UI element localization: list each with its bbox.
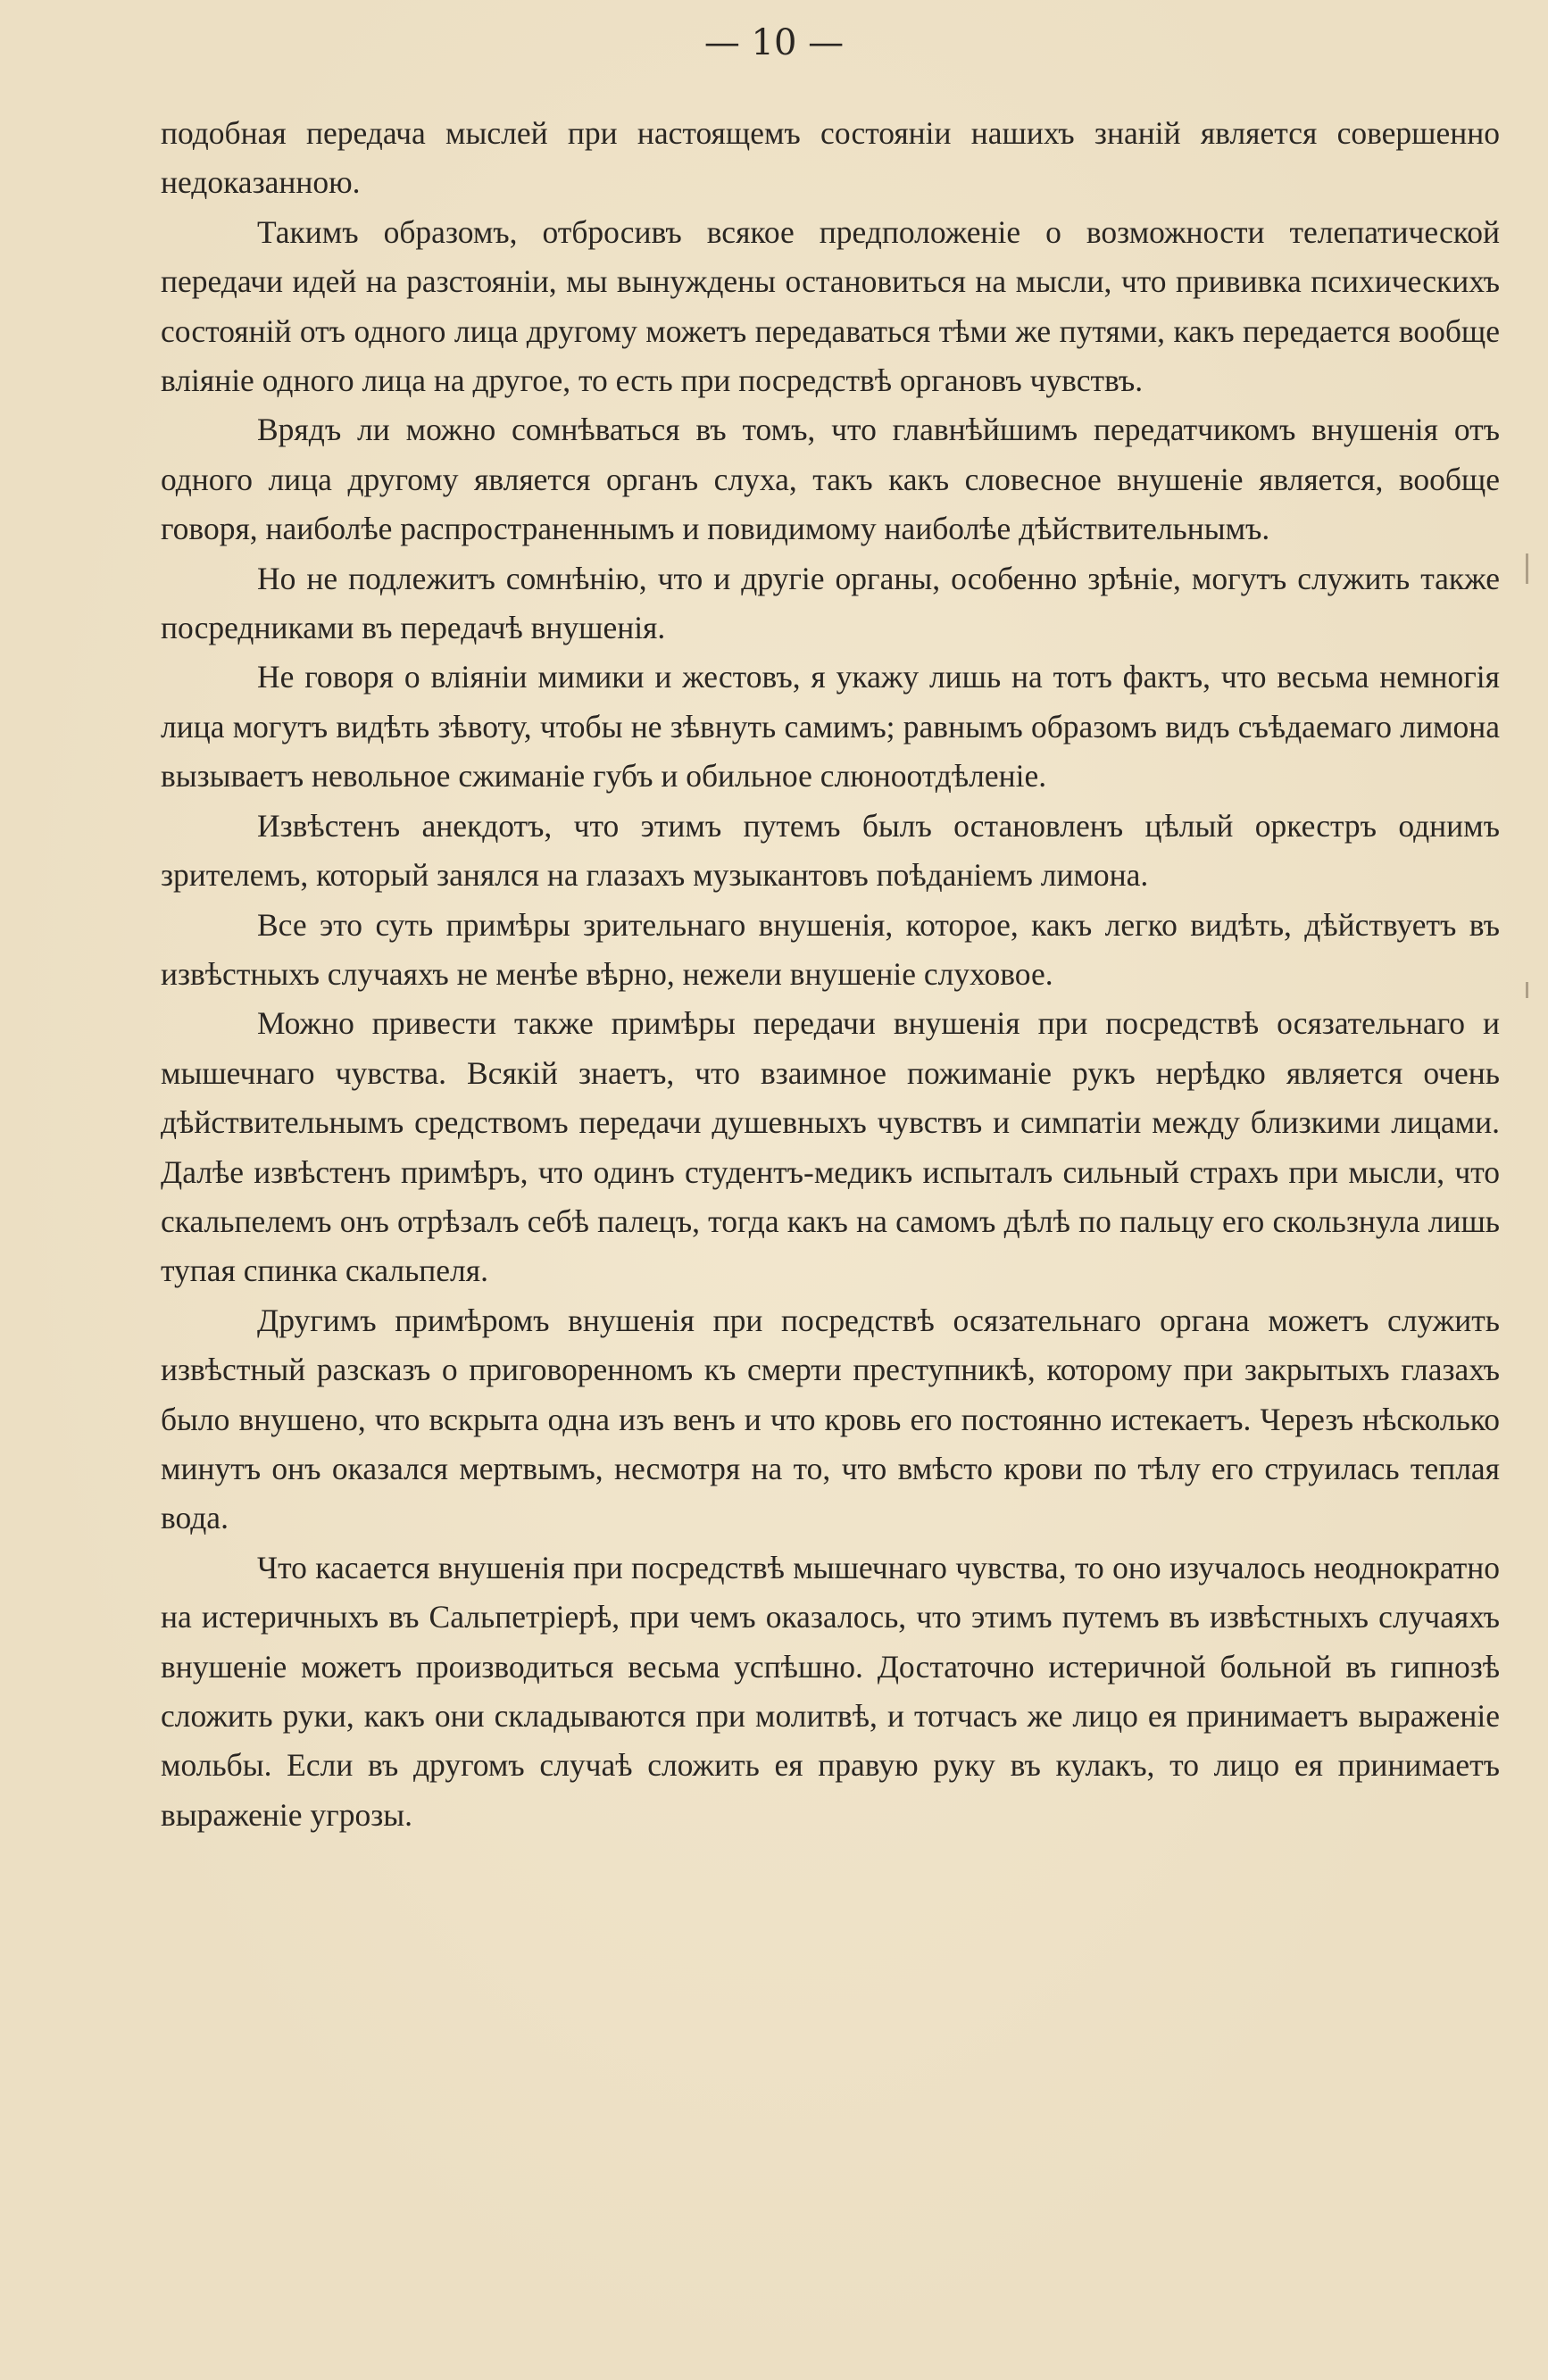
paragraph-continued: подобная передача мыслей при настоящемъ состоянiи нашихъ знанiй является совершенно недоказанною. <box>161 115 1500 201</box>
margin-mark <box>1526 553 1528 584</box>
paragraph: Не говоря о влiянiи мимики и жестовъ, я укажу лишь на тотъ фактъ, что весьма немногiя лица могутъ видѣть зѣвоту, чтобы не зѣвнуть самимъ; равнымъ образомъ видъ съѣдаемаго лимона вызываетъ невольное сжиманiе губъ и обильное слюноотдѣленiе. <box>161 659 1500 795</box>
paragraph: Врядъ ли можно сомнѣваться въ томъ, что главнѣйшимъ передатчикомъ внушенiя отъ одного лица другому является органъ слуха, такъ какъ словесное внушенiе является, вообще говоря, наиболѣе распространеннымъ и повидимому наиболѣе дѣйствительнымъ. <box>161 412 1500 547</box>
paragraph: Извѣстенъ анекдотъ, что этимъ путемъ былъ остановленъ цѣлый оркестръ однимъ зрителемъ, который занялся на глазахъ музыкантовъ поѣданiемъ лимона. <box>161 807 1500 894</box>
paragraph: Что касается внушенiя при посредствѣ мышечнаго чувства, то оно изучалось неоднократно на истеричныхъ въ Сальпетрiерѣ, при чемъ оказалось, что этимъ путемъ въ извѣстныхъ случаяхъ внушенiе можетъ производиться весьма успѣшно. Достаточно истеричной больной въ гипнозѣ сложить руки, какъ они складываются при молитвѣ, и тотчасъ же лицо ея принимаетъ выраженiе мольбы. Если въ другомъ случаѣ сложить ея правую руку въ кулакъ, то лицо ея принимаетъ выраженiе угрозы. <box>161 1549 1500 1833</box>
body-text <box>161 109 1500 1840</box>
paragraph: Но не подлежитъ сомнѣнiю, что и другiе органы, особенно зрѣнiе, могутъ служить также посредниками въ передачѣ внушенiя. <box>161 560 1500 646</box>
paragraph: Можно привести также примѣры передачи внушенiя при посредствѣ осязательнаго и мышечнаго чувства. Всякiй знаетъ, что взаимное пожиманiе рукъ нерѣдко является очень дѣйствительнымъ средствомъ передачи душевныхъ чувствъ и симпатiи между близкими лицами. Далѣе извѣстенъ примѣръ, что одинъ студентъ-медикъ испыталъ сильный страхъ при мысли, что скальпелемъ онъ отрѣзалъ себѣ палецъ, тогда какъ на самомъ дѣлѣ по пальцу его скользнула лишь тупая спинка скальпеля. <box>161 1005 1500 1289</box>
page-number: — 10 — <box>703 22 845 63</box>
margin-mark <box>1526 982 1528 998</box>
paragraph: Другимъ примѣромъ внушенiя при посредствѣ осязательнаго органа можетъ служить извѣстный разсказъ о приговоренномъ къ смерти преступникѣ, которому при закрытыхъ глазахъ было внушено, что вскрыта одна изъ венъ и что кровь его постоянно истекаетъ. Черезъ нѣсколько минутъ онъ оказался мертвымъ, несмотря на то, что вмѣсто крови по тѣлу его струилась теплая вода. <box>161 1302 1500 1536</box>
paragraph: Все это суть примѣры зрительнаго внушенiя, которое, какъ легко видѣть, дѣйствуетъ въ извѣстныхъ случаяхъ не менѣе вѣрно, нежели внушенiе слуховое. <box>161 906 1500 992</box>
paragraph: Такимъ образомъ, отбросивъ всякое предположенiе о возможности телепатической передачи идей на разстоянiи, мы вынуждены остановиться на мысли, что прививка психическихъ состоянiй отъ одного лица другому можетъ передаваться тѣми же путями, какъ передается вообще влiянiе одного лица на другое, то есть при посредствѣ органовъ чувствъ. <box>161 213 1500 399</box>
